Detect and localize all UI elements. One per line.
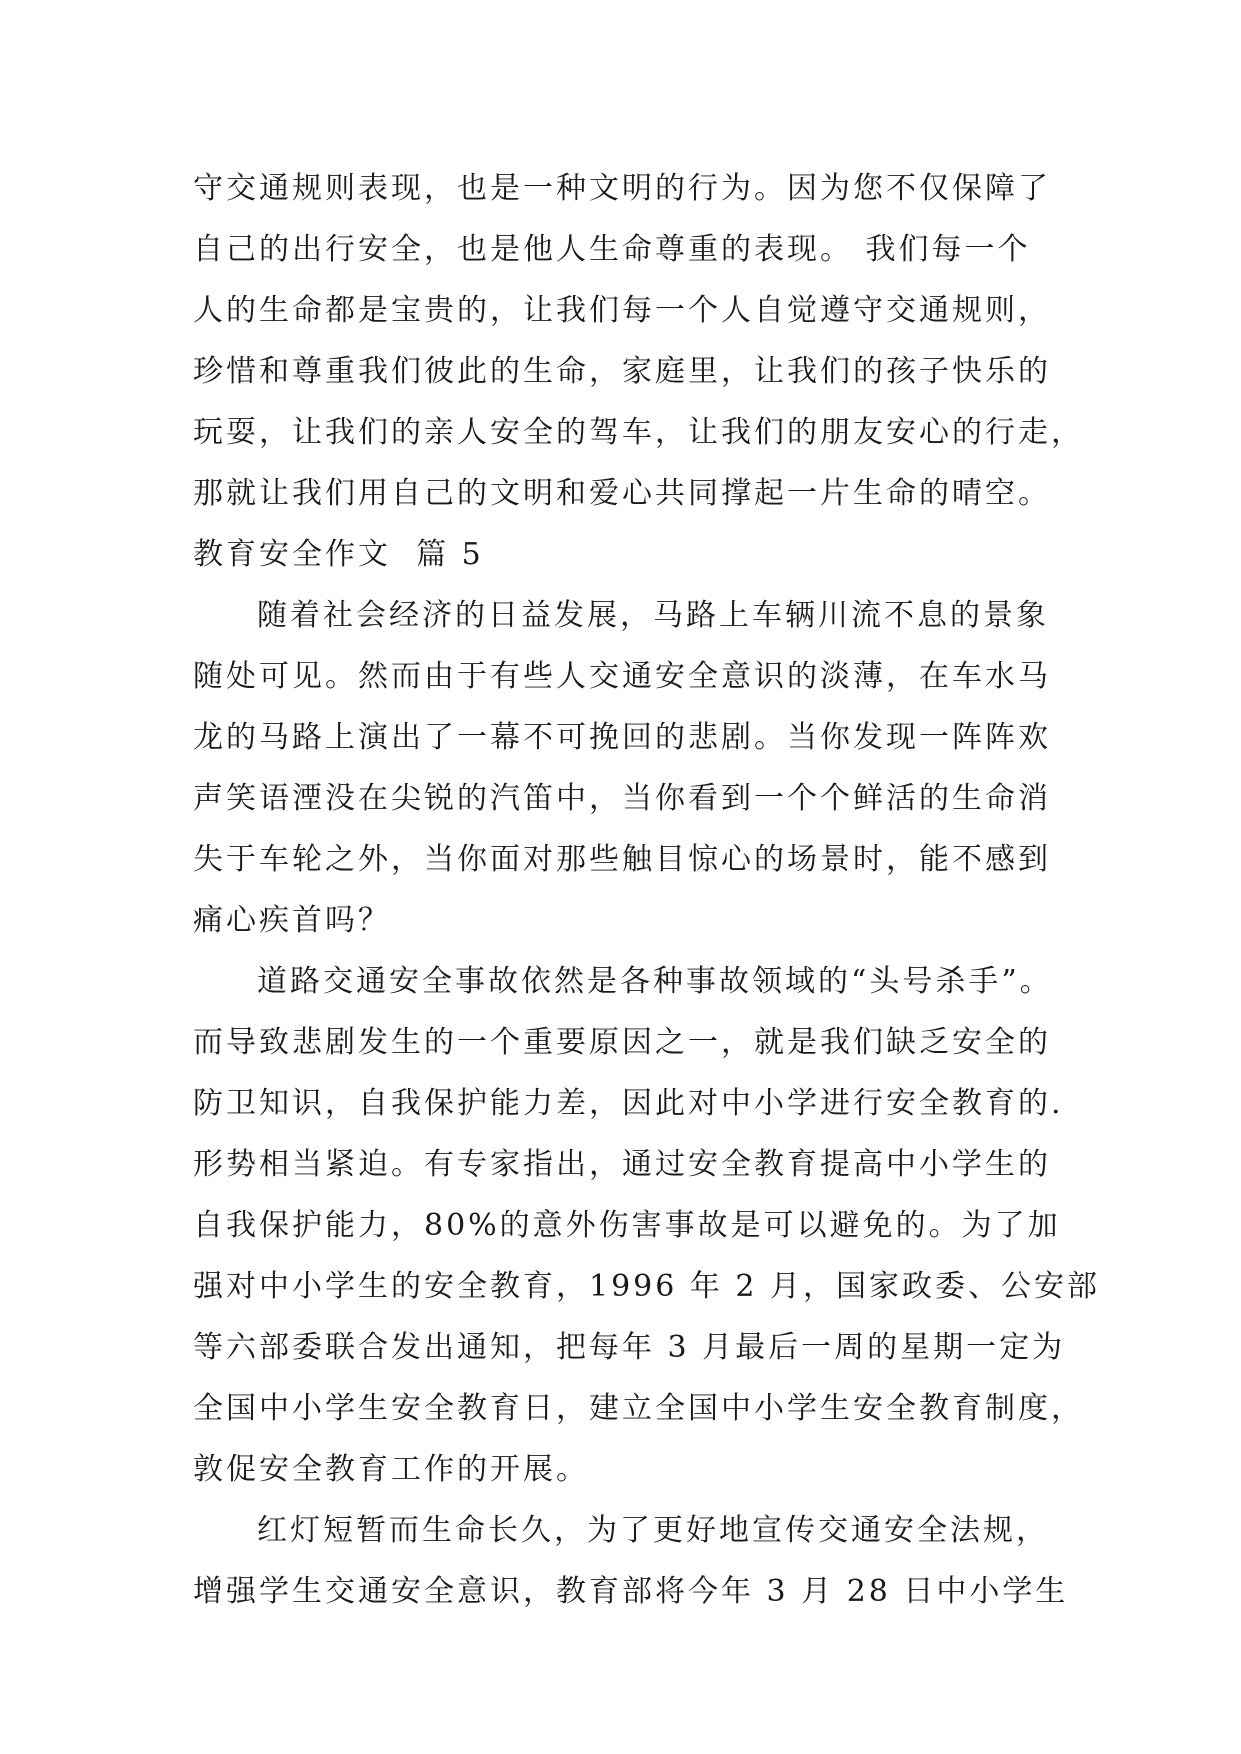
text-line: 那就让我们用自己的文明和爱心共同撑起一片生命的晴空。 [193,476,1051,511]
text-line: 红灯短暂而生命长久，为了更好地宣传交通安全法规， [257,1513,1049,1548]
text-line: 失于车轮之外，当你面对那些触目惊心的场景时，能不感到 [193,842,1051,877]
text-line: 道路交通安全事故依然是各种事故领域的“头号杀手”。 [257,964,1053,999]
text-line: 全国中小学生安全教育日，建立全国中小学生安全教育制度， [193,1391,1084,1426]
text-line: 强对中小学生的安全教育，1996 年 2 月，国家政委、公安部 [193,1269,1101,1304]
document-body [193,158,1101,1622]
paragraph-continued [193,158,1084,524]
text-line: 玩耍，让我们的亲人安全的驾车，让我们的朋友安心的行走， [193,415,1084,450]
text-line: 珍惜和尊重我们彼此的生命，家庭里，让我们的孩子快乐的 [193,354,1051,389]
text-line: 自己的出行安全，也是他人生命尊重的表现。 我们每一个 [193,232,1031,267]
text-line: 守交通规则表现，也是一种文明的行为。因为您不仅保障了 [193,171,1051,206]
text-line: 随处可见。然而由于有些人交通安全意识的淡薄，在车水马 [193,659,1051,694]
text-line: 而导致悲剧发生的一个重要原因之一，就是我们缺乏安全的 [193,1025,1051,1060]
text-line: 自我保护能力，80%的意外伤害事故是可以避免的。为了加 [193,1208,1061,1243]
paragraph-1 [193,585,1073,951]
text-line: 增强学生交通安全意识，教育部将今年 3 月 28 日中小学生 [193,1574,1069,1609]
text-line: 痛心疾首吗？ [193,903,391,938]
text-line: 防卫知识，自我保护能力差，因此对中小学进行安全教育的. [193,1086,1064,1121]
paragraph-3 [193,1500,1073,1622]
text-line: 形势相当紧迫。有专家指出，通过安全教育提高中小学生的 [193,1147,1051,1182]
text-line: 龙的马路上演出了一幕不可挽回的悲剧。当你发现一阵阵欢 [193,720,1051,755]
text-line: 等六部委联合发出通知，把每年 3 月最后一周的星期一定为 [193,1330,1066,1365]
paragraph-2 [193,951,1101,1500]
section-heading: 教育安全作文 篇 5 [193,537,484,572]
text-line: 随着社会经济的日益发展，马路上车辆川流不息的景象 [257,598,1049,633]
text-line: 人的生命都是宝贵的，让我们每一个人自觉遵守交通规则， [193,293,1051,328]
text-line: 敦促安全教育工作的开展。 [193,1452,589,1487]
text-line: 声笑语湮没在尖锐的汽笛中，当你看到一个个鲜活的生命消 [193,781,1051,816]
